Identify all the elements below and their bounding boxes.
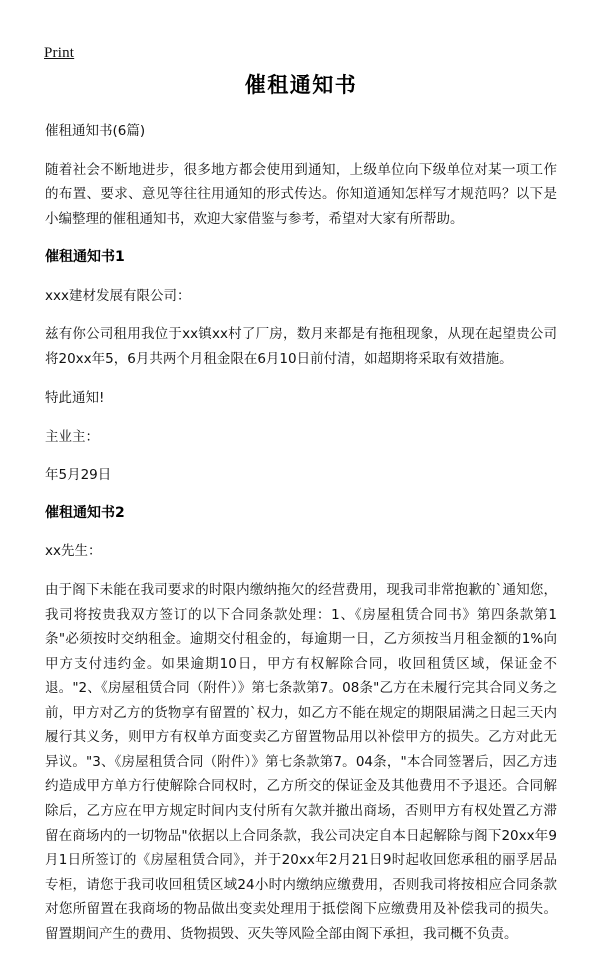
section-2-addressee: xx先生： xyxy=(45,543,102,560)
section-1-addressee: xxx建材发展有限公司： xyxy=(45,287,191,304)
section-heading-1: 催租通知书1 xyxy=(45,249,125,266)
section-heading-2: 催租通知书2 xyxy=(45,505,125,521)
section-1-date: 年5月29日 xyxy=(45,467,112,484)
print-link[interactable]: Print xyxy=(44,45,75,61)
section-1-signature: 主业主： xyxy=(45,428,99,445)
section-1-closing: 特此通知! xyxy=(45,390,105,407)
page-title: 催租通知书 xyxy=(244,73,358,97)
document-subtitle: 催租通知书(6篇) xyxy=(45,123,146,140)
section-1-body: 兹有你公司租用我位于xx镇xx村了厂房，数月来都是有拖租现象，从现在起望贵公司将20xx年5，6月共两个月租金限在6月10日前付清，如超期将采取有效措施。 xyxy=(45,326,557,367)
intro-paragraph: 随着社会不断地进步，很多地方都会使用到通知，上级单位向下级单位对某一项工作的布置、要求、意见等往往用通知的形式传达。你知道通知怎样写才规范吗？以下是小编整理的催租通知书，欢迎大家借鉴与参考，希望对大家有所帮助。 xyxy=(45,161,557,227)
section-2-body: 由于阁下未能在我司要求的时限内缴纳拖欠的经营费用，现我司非常抱歉的`通知您，我司将按贵我双方签订的以下合同条款处理：1、《房屋租赁合同书》第四条款第1条"必须按时交纳租金。逾期交付租金的，每逾期一日，乙方须按当月租金额的1%向甲方支付违约金。如果逾期10日，甲方有权解除合同，收回租赁区域，保证金不退。"2、《房屋租赁合同（附件）》第七条款第7。08条"乙方在未履行完其合同义务之前，甲方对乙方的货物享有留置的`权力，如乙方不能在规定的期限届满之日起三天内履行其义务，则甲方有权单方面变卖乙方留置物品用以补偿甲方的损失。乙方对此无异议。"3、《房屋租赁合同（附件）》第七条款第7。04条，"本合同签署后，因乙方违约造成甲方单方行使解除合同权时，乙方所交的保证金及其他费用不予退还。合同解除后，乙方应在甲方规定时间内支付所有欠款并撤出商场，否则甲方有权处置乙方滞留在商场内的一切物品"依据以上合同条款，我公司决定自本日起解除与阁下20xx年9月1日所签订的《房屋租赁合同》，并于20xx年2月21日9时起收回您承租的丽孚居品专柜，请您于我司收回租赁区域24小时内缴纳应缴费用，否则我司将按相应合同条款对您所留置在我商场的物品做出变卖处理用于抵偿阁下应缴费用及补偿我司的损失。留置期间产生的费用、货物损毁、灭失等风险全部由阁下承担，我司概不负责。 xyxy=(45,581,557,942)
